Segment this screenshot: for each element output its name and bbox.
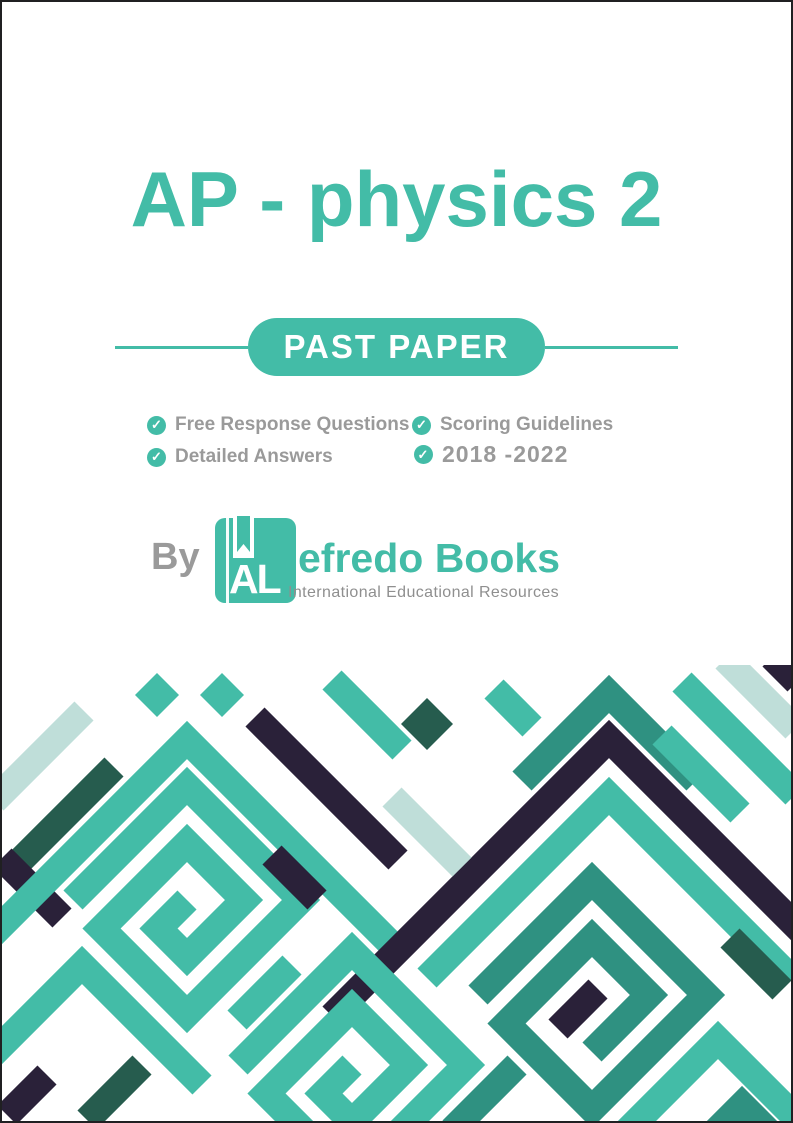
feature-free-response (147, 414, 409, 436)
feature-label: 2018 -2022 (442, 441, 569, 467)
past-paper-banner (2, 318, 791, 376)
page-title: AP - physics 2 (130, 155, 663, 243)
check-icon: ✓ (412, 416, 431, 435)
byline: By (151, 536, 200, 578)
feature-label: Scoring Guidelines (440, 414, 614, 435)
check-icon: ✓ (414, 445, 433, 464)
feature-detailed-answers (147, 446, 333, 468)
maze-pattern (2, 665, 791, 1121)
check-icon: ✓ (147, 448, 166, 467)
book-logo-icon (213, 516, 298, 605)
brand-tagline: International Educational Resources (288, 584, 560, 601)
feature-years (414, 441, 568, 468)
brand-name: efredo Books (298, 535, 560, 581)
feature-label: Detailed Answers (175, 446, 333, 467)
feature-label: Free Response Questions (175, 414, 410, 435)
banner-line-left (115, 346, 248, 349)
banner-line-right (545, 346, 678, 349)
feature-scoring-guidelines (412, 414, 613, 436)
check-icon: ✓ (147, 416, 166, 435)
past-paper-badge: PAST PAPER (248, 318, 546, 376)
logo-letters: AL (229, 556, 280, 602)
